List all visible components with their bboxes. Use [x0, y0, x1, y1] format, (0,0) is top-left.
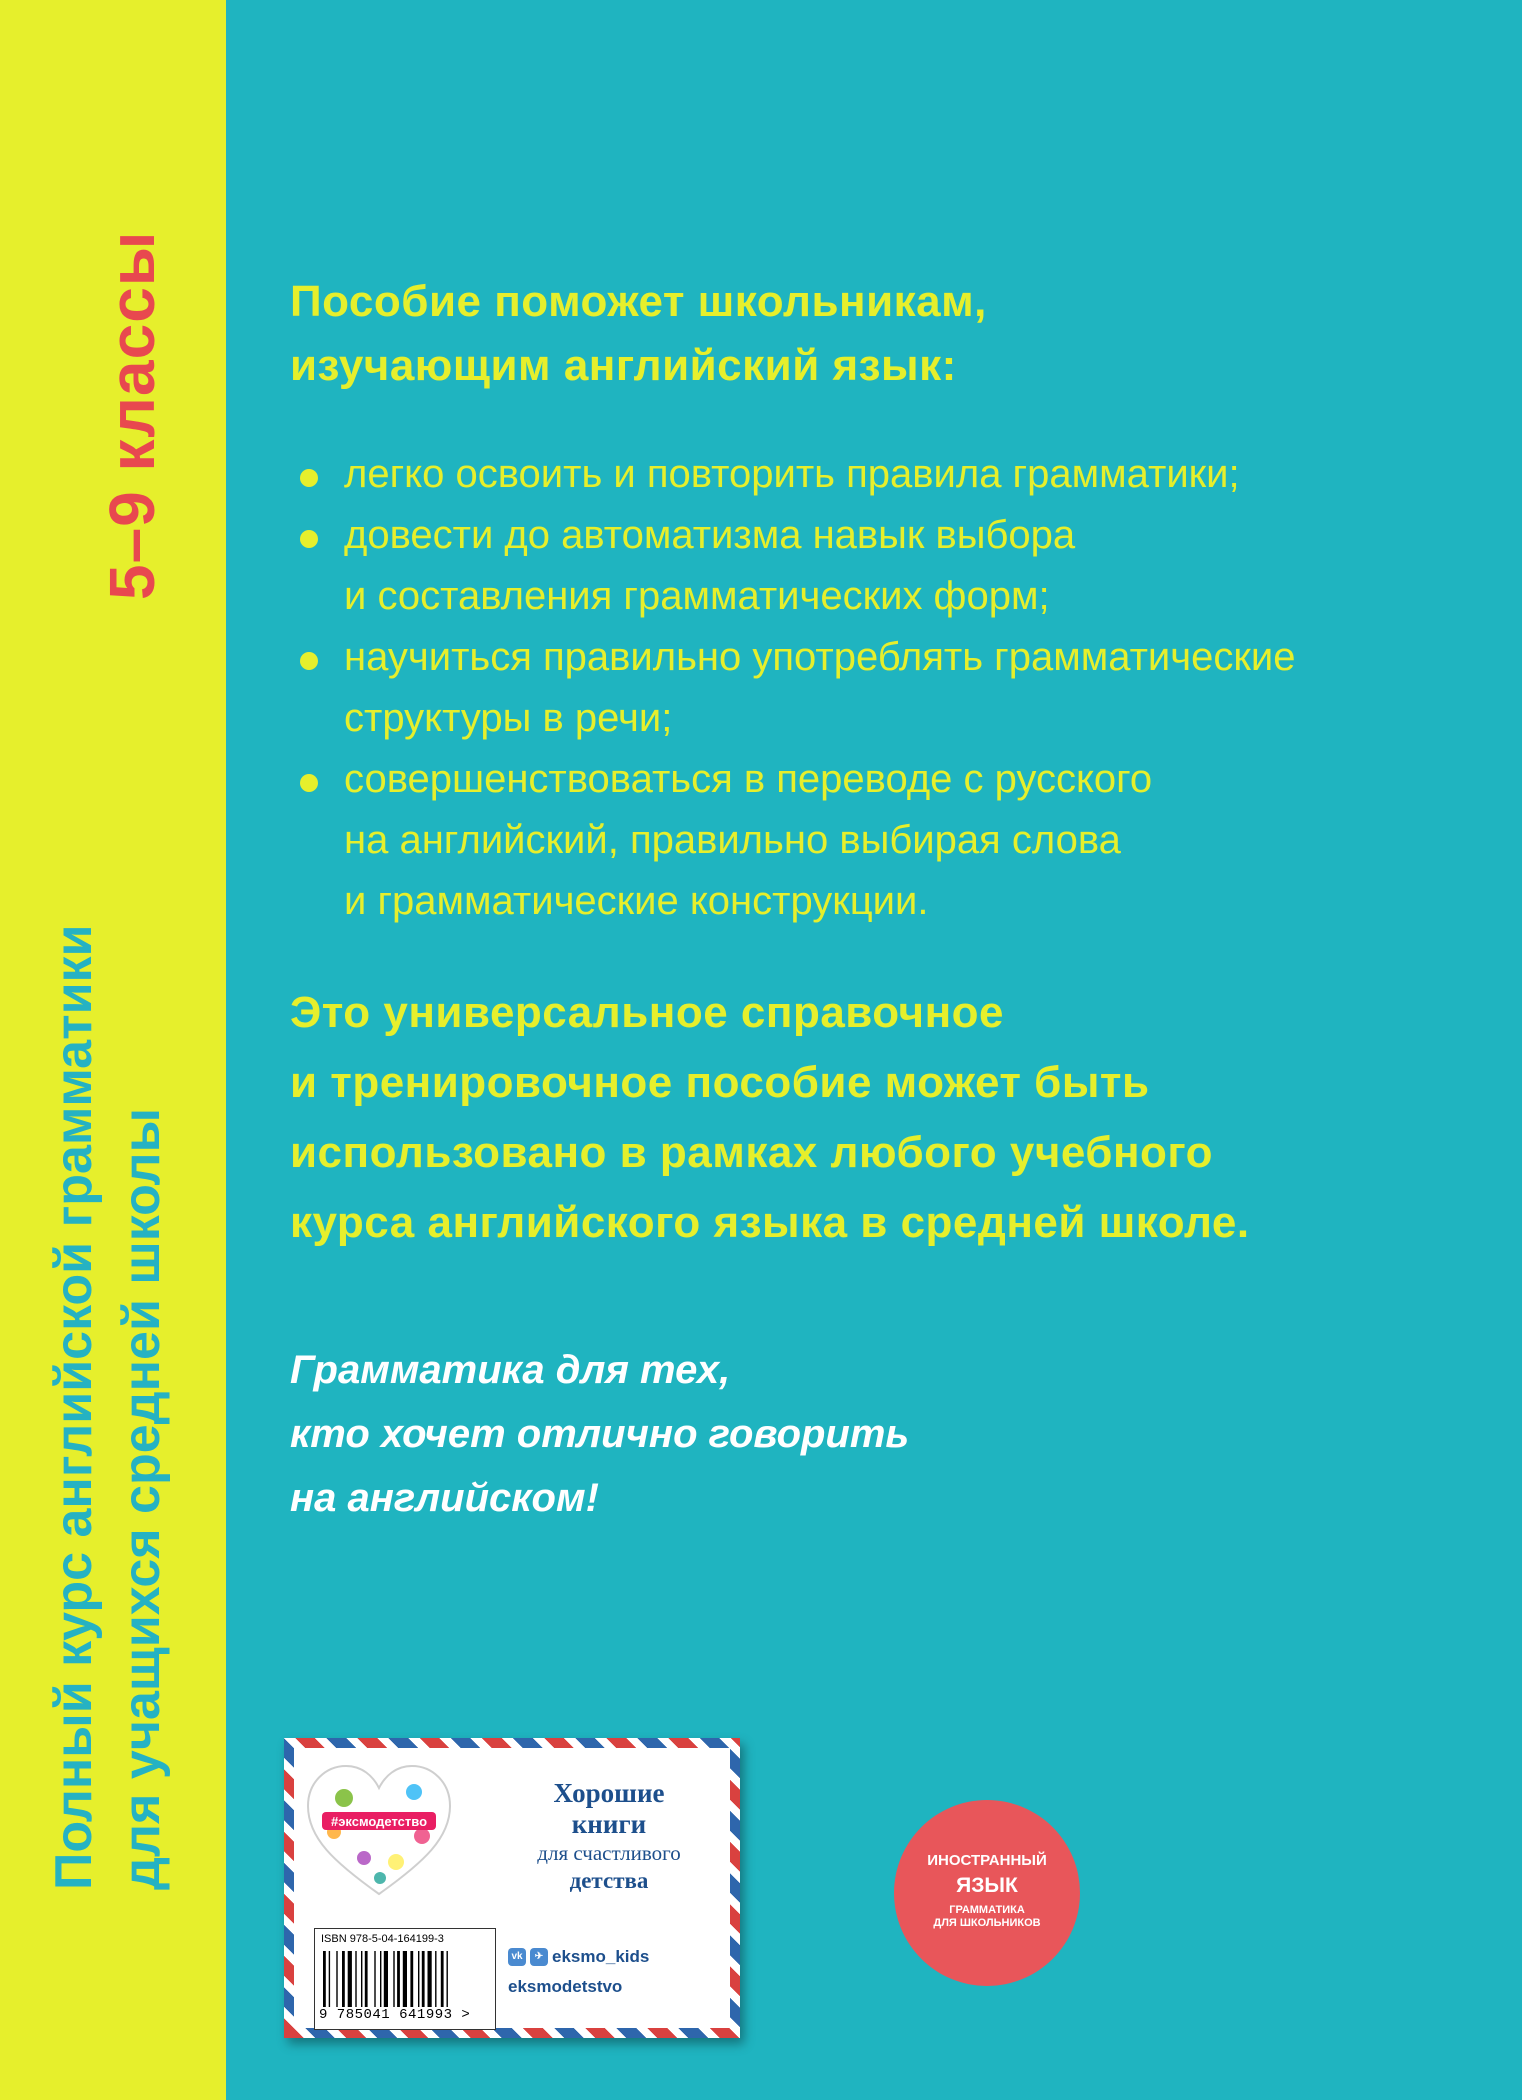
social-links	[508, 1942, 728, 2002]
list-item	[290, 444, 1470, 505]
vk-icon: vk	[508, 1948, 526, 1966]
list-item-line: структуры в речи;	[344, 696, 673, 740]
slogan-line: кто хочет отлично говорить	[290, 1412, 910, 1456]
list-item-line: довести до автоматизма навык выбора	[344, 513, 1076, 557]
list-item-line: научиться правильно употреблять грамматические	[344, 635, 1296, 679]
social-handle: eksmodetstvo	[508, 1977, 623, 1996]
social-row[interactable]	[508, 1942, 728, 1972]
spine-title-line: Полный курс английской грамматики	[45, 924, 103, 1890]
tagline-line: книги	[571, 1809, 647, 1839]
book-spine	[0, 0, 226, 2100]
telegram-icon: ✈	[530, 1948, 548, 1966]
list-item-line: и грамматические конструкции.	[344, 879, 929, 923]
postcard-inner	[294, 1748, 730, 2028]
barcode-icon	[321, 1951, 489, 2007]
spine-title-line: для учащихся средней школы	[113, 1108, 171, 1890]
spine-title	[40, 690, 180, 1890]
universal-line: и тренировочное пособие может быть	[290, 1058, 1150, 1107]
social-handle: eksmo_kids	[552, 1947, 650, 1966]
badge-subtitle	[894, 1904, 1080, 1930]
slogan	[290, 1338, 1470, 1530]
universal-line: Это универсальное справочное	[290, 988, 1005, 1037]
tagline-line: для счастливого	[537, 1841, 681, 1865]
list-item	[290, 627, 1470, 749]
isbn-barcode	[314, 1928, 496, 2030]
publisher-postcard	[284, 1738, 740, 2038]
tagline-line: Хорошие	[553, 1778, 665, 1808]
tagline-line: детства	[569, 1868, 649, 1893]
intro-line: изучающим английский язык:	[290, 341, 957, 390]
heart-logo-icon	[304, 1762, 454, 1902]
badge-subtitle-line: ГРАММАТИКА	[949, 1904, 1025, 1916]
barcode-digits: 9 785041 641993 >	[319, 2007, 471, 2023]
intro-heading	[290, 270, 1470, 398]
slogan-line: Грамматика для тех,	[290, 1348, 731, 1392]
badge-line: ИНОСТРАННЫЙ	[927, 1852, 1047, 1869]
list-item	[290, 505, 1470, 627]
universal-line: курса английского языка в средней школе.	[290, 1198, 1250, 1247]
list-item-line: на английский, правильно выбирая слова	[344, 818, 1121, 862]
intro-line: Пособие поможет школьникам,	[290, 277, 987, 326]
hashtag-text: #эксмодетство	[330, 1814, 428, 1829]
benefits-list	[290, 444, 1470, 932]
list-item-line: и составления грамматических форм;	[344, 574, 1050, 618]
list-item	[290, 749, 1470, 932]
badge-line: ЯЗЫК	[956, 1874, 1018, 1897]
slogan-line: на английском!	[290, 1476, 599, 1520]
badge-subtitle-line: ДЛЯ ШКОЛЬНИКОВ	[933, 1917, 1041, 1929]
universal-paragraph	[290, 978, 1470, 1258]
subject-badge	[894, 1800, 1080, 1986]
spine-grades: 5–9 классы	[96, 230, 168, 600]
back-cover-text	[290, 270, 1470, 1530]
universal-line: использовано в рамках любого учебного	[290, 1128, 1214, 1177]
isbn-number: ISBN 978-5-04-164199-3	[321, 1933, 444, 1945]
social-row[interactable]	[508, 1972, 728, 2002]
list-item-line: совершенствоваться в переводе с русского	[344, 757, 1153, 801]
postcard-tagline	[494, 1778, 724, 1894]
list-item-line: легко освоить и повторить правила грамматики;	[344, 452, 1240, 496]
